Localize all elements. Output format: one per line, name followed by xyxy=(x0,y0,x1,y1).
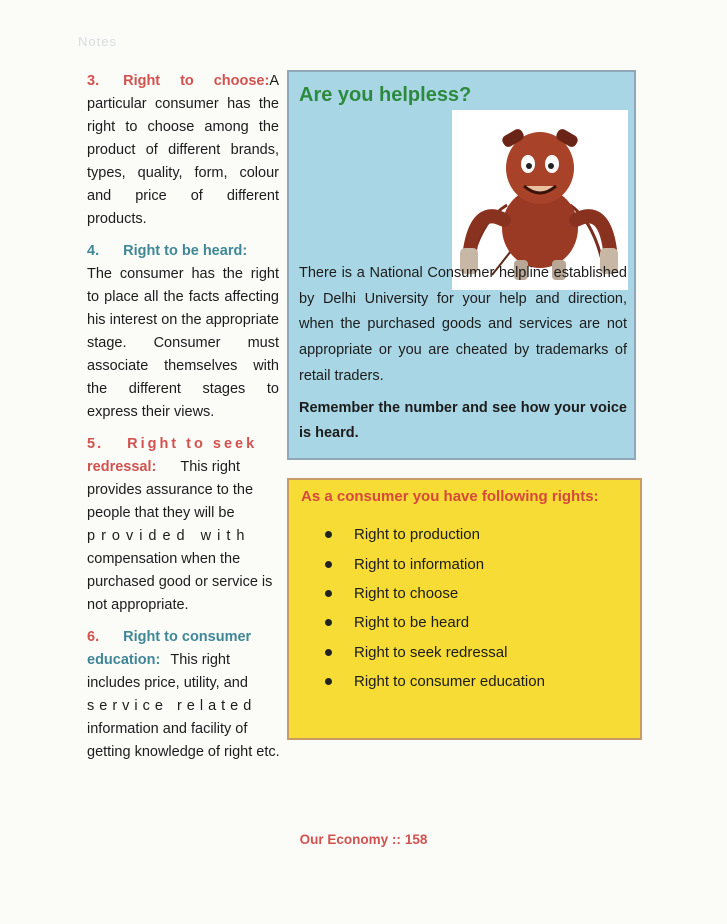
helpline-bold-note: Remember the number and see how your voice is heard. xyxy=(299,399,627,442)
consumer-rights-title: As a consumer you have following rights: xyxy=(301,488,599,505)
list-item-label: Right to be heard xyxy=(354,614,470,632)
item-number: 3. xyxy=(87,73,100,89)
helpline-box xyxy=(287,70,636,460)
bullet-icon xyxy=(325,619,332,626)
paragraph-text: compensation when the purchased good or service is not appropriate. xyxy=(87,551,273,613)
bullet-icon xyxy=(325,649,332,656)
page-footer xyxy=(0,832,727,847)
bullet-icon xyxy=(325,678,332,685)
bullet-icon xyxy=(325,590,332,597)
helpline-body xyxy=(299,261,627,447)
consumer-rights-box xyxy=(287,478,642,740)
paragraph-text: provided with xyxy=(87,528,251,544)
right-to-seek-redressal-heading-cont: redressal: xyxy=(87,459,157,475)
list-item-label: Right to information xyxy=(354,555,485,573)
helpline-title: Are you helpless? xyxy=(299,84,472,106)
list-item xyxy=(325,638,545,667)
paragraph-text: particular consumer has the right to choose among the product of different brands, types, quality, form, colour and price of different products. xyxy=(87,96,279,227)
item-number: 5. xyxy=(87,436,104,452)
bullet-icon xyxy=(325,531,332,538)
left-column xyxy=(87,70,279,773)
right-to-choose-paragraph xyxy=(87,70,279,231)
paragraph-text: The consumer has the right to place all the facts affecting his interest on the appropriate stage. Consumer must associate themselves with the different stages to express their views. xyxy=(87,266,279,420)
paragraph-text: A xyxy=(269,73,279,89)
paragraph-text: This right provides assurance to the people that they will be xyxy=(87,459,254,521)
right-to-be-heard-paragraph xyxy=(87,240,279,424)
list-item-label: Right to production xyxy=(354,526,480,544)
list-item xyxy=(325,579,545,608)
list-item xyxy=(325,549,545,578)
right-to-seek-redressal-heading: Right to seek xyxy=(127,436,258,452)
right-to-choose-heading: Right to choose: xyxy=(123,73,270,89)
right-to-consumer-education-paragraph xyxy=(87,626,279,764)
right-to-consumer-education-heading: Right to consumer xyxy=(123,629,252,645)
paragraph-text: This right includes price, utility, and xyxy=(87,652,248,691)
right-to-consumer-education-heading-cont: education: xyxy=(87,652,161,668)
right-to-be-heard-heading: Right to be heard: xyxy=(123,243,248,259)
list-item-label: Right to seek redressal xyxy=(354,643,508,661)
list-item xyxy=(325,608,545,637)
paragraph-text: service related xyxy=(87,698,257,714)
list-item-label: Right to consumer education xyxy=(354,673,545,691)
consumer-rights-list xyxy=(325,520,545,696)
helpline-text: There is a National Consumer helpline established by Delhi University for your help and direction, when the purchased goods and services are not appropriate or you are cheated by trademarks of retail traders. xyxy=(299,265,627,384)
paragraph-text: information and facility of xyxy=(87,721,248,737)
faint-header-text: Notes xyxy=(78,34,117,49)
list-item xyxy=(325,520,545,549)
list-item xyxy=(325,667,545,696)
page-number: 158 xyxy=(404,832,428,847)
item-number: 4. xyxy=(87,243,100,259)
bullet-icon xyxy=(325,561,332,568)
book-title: Our Economy :: xyxy=(299,832,401,847)
paragraph-text: getting knowledge of right etc. xyxy=(87,744,280,760)
item-number: 6. xyxy=(87,629,100,645)
list-item-label: Right to choose xyxy=(354,584,459,602)
right-to-seek-redressal-paragraph xyxy=(87,433,279,617)
